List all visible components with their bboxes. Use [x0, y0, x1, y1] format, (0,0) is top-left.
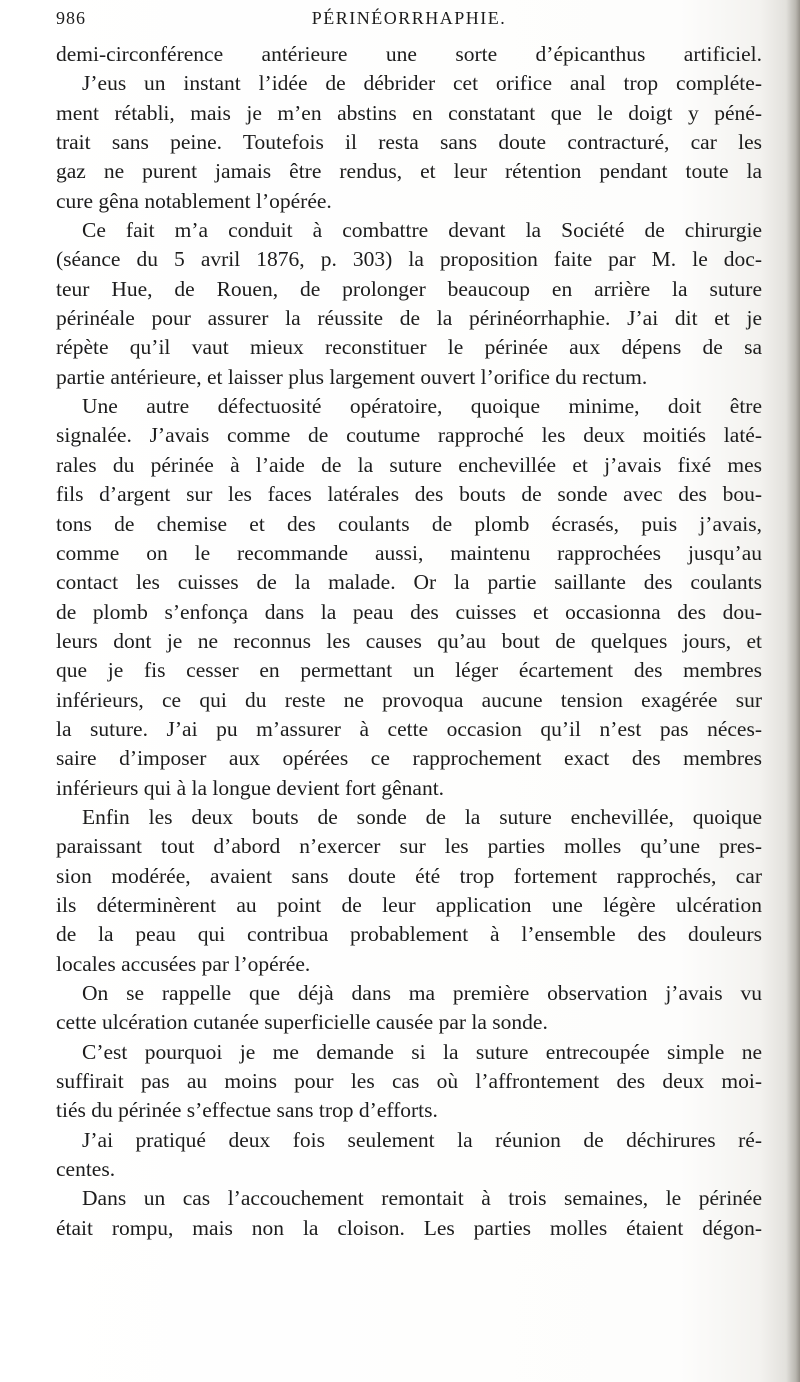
text-line: périnéale pour assurer la réussite de la périnéorrhaphie. J’ai dit et je [56, 306, 762, 331]
text-line: tiés du périnée s’effectue sans trop d’efforts. [56, 1098, 438, 1123]
text-line: centes. [56, 1157, 116, 1182]
text-line: cure gêna notablement l’opérée. [56, 188, 332, 213]
text-line: de plomb s’enfonça dans la peau des cuisses et occasionna des dou- [56, 599, 762, 624]
text-line: ment rétabli, mais je m’en abstins en constatant que le doigt y péné- [56, 100, 762, 125]
text-line: paraissant tout d’abord n’exercer sur les parties molles qu’une pres- [56, 834, 762, 859]
text-line: fils d’argent sur les faces latérales des bouts de sonde avec des bou- [56, 482, 762, 507]
text-line: teur Hue, de Rouen, de prolonger beaucoup en arrière la suture [56, 276, 762, 301]
text-line: sion modérée, avaient sans doute été trop fortement rapprochés, car [56, 863, 762, 888]
text-line: locales accusées par l’opérée. [56, 951, 311, 976]
text-line: demi-circonférence antérieure une sorte d’épicanthus artificiel. [56, 42, 762, 66]
text-line: inférieurs, ce qui du reste ne provoqua aucune tension exagérée sur [56, 687, 762, 712]
running-head [56, 8, 762, 32]
text-line: que je fis cesser en permettant un léger écartement des membres [56, 658, 762, 683]
text-line: la suture. J’ai pu m’assurer à cette occasion qu’il n’est pas néces- [56, 716, 762, 741]
body-text [56, 40, 762, 1243]
text-line: de la peau qui contribua probablement à l’ensemble des douleurs [56, 922, 762, 947]
text-line: signalée. J’avais comme de coutume rapproché les deux moitiés laté- [56, 423, 762, 448]
text-line: C’est pourquoi je me demande si la suture entrecoupée simple ne [82, 1039, 762, 1064]
text-line: Ce fait m’a conduit à combattre devant la Société de chirurgie [82, 218, 762, 243]
text-line: On se rappelle que déjà dans ma première observation j’avais vu [82, 981, 762, 1005]
text-line: comme on le recommande aussi, maintenu rapprochées jusqu’au [56, 540, 762, 565]
text-line: Dans un cas l’accouchement remontait à trois semaines, le périnée [82, 1186, 762, 1211]
text-line: rales du périnée à l’aide de la suture enchevillée et j’avais fixé mes [56, 452, 762, 477]
text-line: partie antérieure, et laisser plus largement ouvert l’orifice du rectum. [56, 364, 648, 389]
text-line: était rompu, mais non la cloison. Les parties molles étaient dégon- [56, 1215, 762, 1240]
text-line: (séance du 5 avril 1876, p. 303) la proposition faite par M. le doc- [56, 247, 762, 272]
page-edge-shadow [786, 0, 800, 1382]
text-line: contact les cuisses de la malade. Or la partie saillante des coulants [56, 570, 762, 595]
text-line: cette ulcération cutanée superficielle causée par la sonde. [56, 1010, 548, 1035]
text-line: Enfin les deux bouts de sonde de la suture enchevillée, quoique [82, 804, 762, 829]
text-line: Une autre défectuosité opératoire, quoique minime, doit être [82, 394, 762, 419]
text-line: tons de chemise et des coulants de plomb écrasés, puis j’avais, [56, 511, 762, 536]
page-number: 986 [56, 8, 86, 28]
text-line: répète qu’il vaut mieux reconstituer le périnée aux dépens de sa [56, 335, 762, 360]
text-line: J’ai pratiqué deux fois seulement la réunion de déchirures ré- [82, 1127, 762, 1152]
text-line: suffirait pas au moins pour les cas où l’affrontement des deux moi- [56, 1069, 762, 1094]
text-line: inférieurs qui à la longue devient fort gênant. [56, 775, 445, 800]
text-line: J’eus un instant l’idée de débrider cet orifice anal trop compléte- [82, 71, 762, 96]
text-line: gaz ne purent jamais être rendus, et leur rétention pendant toute la [56, 159, 762, 184]
text-line: saire d’imposer aux opérées ce rapprochement exact des membres [56, 746, 762, 771]
running-title: PÉRINÉORRHAPHIE. [311, 8, 507, 28]
text-line: ils déterminèrent au point de leur application une légère ulcération [56, 892, 762, 917]
text-line: leurs dont je ne reconnus les causes qu’au bout de quelques jours, et [56, 628, 762, 653]
text-line: trait sans peine. Toutefois il resta sans doute contracturé, car les [56, 130, 762, 155]
